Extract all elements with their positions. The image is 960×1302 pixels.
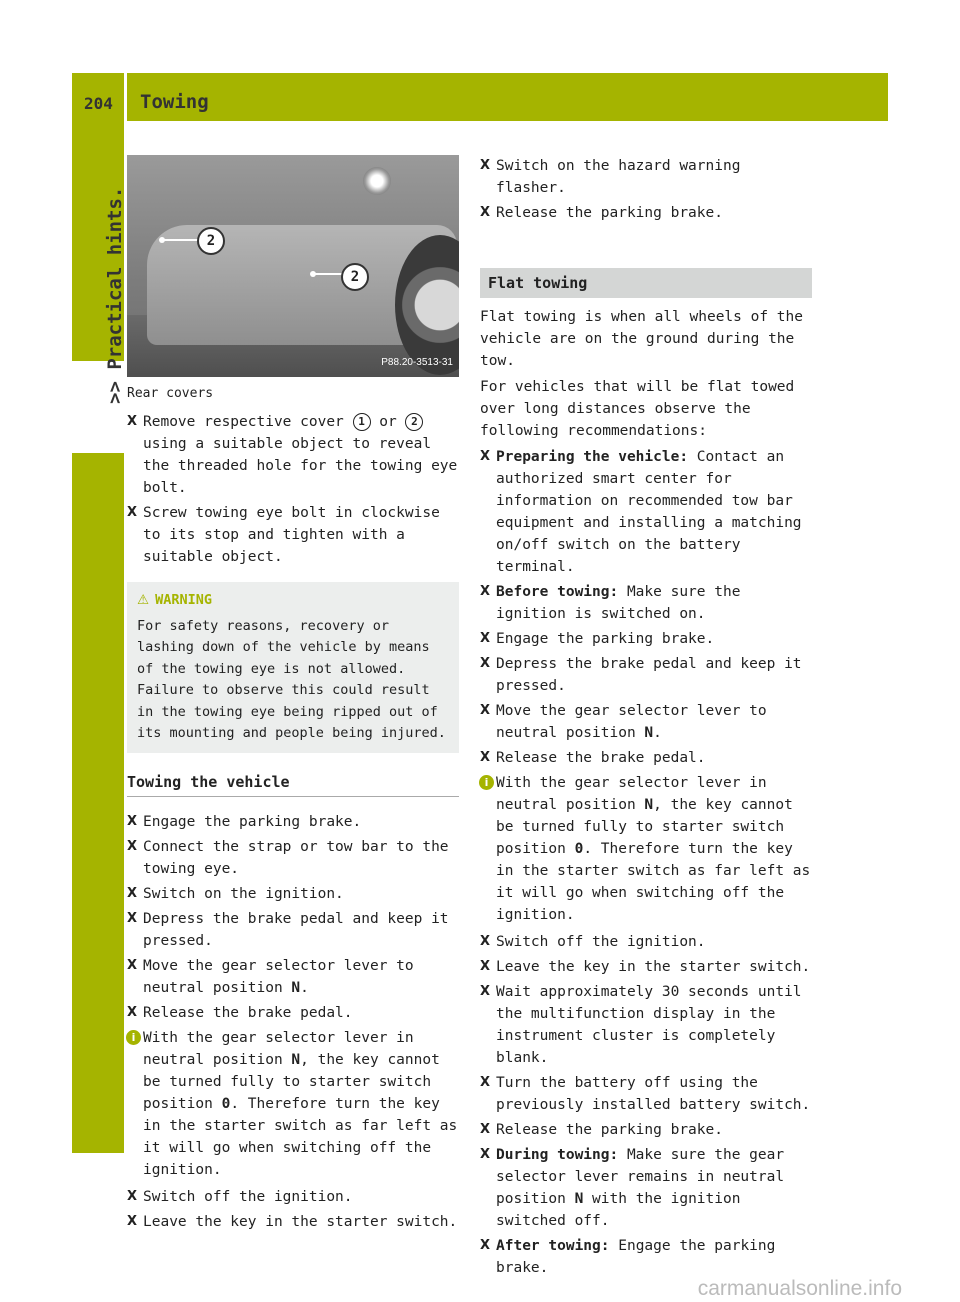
step-arrow-icon: X (480, 631, 491, 646)
step: X Wait approximately 30 seconds until the multifunction display in the instrument cluster is completely blank. (480, 981, 812, 1069)
info-icon: i (126, 1030, 141, 1045)
page-title: Towing (140, 91, 209, 113)
step-screw-bolt: X Screw towing eye bolt in clockwise to its stop and tighten with a suitable object. (127, 502, 459, 568)
callout-1-inline: 1 (353, 413, 371, 431)
step-arrow-icon: X (480, 158, 491, 173)
step-arrow-icon: X (127, 1004, 138, 1020)
step-arrow-icon: X (480, 703, 491, 718)
step-arrow-icon: X (480, 449, 491, 464)
watermark: carmanualsonline.info (697, 1277, 902, 1300)
step: X Switch off the ignition. (127, 1186, 459, 1208)
step: X After towing: Engage the parking brake. (480, 1235, 812, 1279)
rear-covers-photo (127, 155, 459, 377)
callout-2-inline: 2 (405, 413, 423, 431)
step-arrow-icon: X (480, 656, 491, 671)
section-title-towing: Towing the vehicle (127, 771, 459, 797)
step-arrow-icon: X (127, 957, 138, 973)
step-arrow-icon: X (480, 750, 491, 765)
step-arrow-icon: X (480, 1238, 491, 1253)
info-icon: i (479, 775, 494, 790)
step-arrow-icon: X (480, 1122, 491, 1137)
step-arrow-icon: X (480, 205, 491, 220)
step-arrow-icon: X (127, 838, 138, 854)
step: X Release the parking brake. (480, 202, 812, 224)
step-arrow-icon: X (127, 1213, 138, 1229)
callout-leader (163, 239, 199, 241)
page-number: 204 (84, 94, 113, 113)
step-arrow-icon: X (127, 885, 138, 901)
step-arrow-icon: X (480, 1075, 491, 1090)
step: X Release the brake pedal. (127, 1002, 459, 1024)
step-arrow-icon: X (127, 414, 138, 429)
step: X Before towing: Make sure the ignition is switched on. (480, 581, 812, 625)
callout-leader (314, 273, 344, 275)
step: X Engage the parking brake. (480, 628, 812, 650)
warning-text: For safety reasons, recovery or lashing down of the vehicle by means of the towing eye is not allowed. Failure to observe this could result in the towing eye being ripped out of its mounting and people being injured. (137, 617, 446, 741)
info-note: i With the gear selector lever in neutral position N, the key cannot be turned fully to starter switch position 0. Therefore turn the key in the starter switch as far left as it will go when switching off the ignition. (480, 772, 812, 926)
step-arrow-icon: X (480, 959, 491, 974)
step-arrow-icon: X (127, 505, 138, 520)
step: X Move the gear selector lever to neutral position N. (480, 700, 812, 744)
step: X Switch on the hazard warning flasher. (480, 155, 812, 199)
step-arrow-icon: X (127, 1188, 138, 1204)
paragraph: Flat towing is when all wheels of the vehicle are on the ground during the tow. (480, 309, 804, 369)
step: X Switch on the ignition. (127, 883, 459, 905)
step-arrow-icon: X (480, 584, 491, 599)
warning-triangle-icon: ⚠ (137, 592, 150, 608)
step: X Depress the brake pedal and keep it pressed. (480, 653, 812, 697)
step: X Depress the brake pedal and keep it pressed. (127, 908, 459, 952)
step-arrow-icon: X (480, 984, 491, 999)
step: X Move the gear selector lever to neutral position N. (127, 955, 459, 999)
step: X Switch off the ignition. (480, 931, 812, 953)
step: X Release the brake pedal. (480, 747, 812, 769)
step-arrow-icon: X (127, 813, 138, 829)
right-column (480, 155, 812, 1282)
warning-box (127, 582, 459, 753)
step: X Engage the parking brake. (127, 811, 459, 833)
callout-2-lower: 2 (341, 263, 369, 291)
step: X Leave the key in the starter switch. (127, 1211, 459, 1233)
side-tab-bottom (72, 453, 124, 1153)
step: X Preparing the vehicle: Contact an authorized smart center for information on recommended tow bar equipment and installing a matching on/off switch on the battery terminal. (480, 446, 812, 578)
photo-code: P88.20-3513-31 (381, 357, 453, 368)
left-column (127, 155, 459, 1236)
paragraph: For vehicles that will be flat towed over long distances observe the following recommendations: (480, 379, 795, 439)
step: X Connect the strap or tow bar to the towing eye. (127, 836, 459, 880)
side-tab-label: >> Practical hints. (104, 186, 126, 404)
warning-title: ⚠ WARNING (137, 592, 213, 608)
step: X Release the parking brake. (480, 1119, 812, 1141)
photo-lamp (363, 167, 391, 195)
header-separator (124, 73, 127, 121)
callout-2-upper: 2 (197, 227, 225, 255)
step-arrow-icon: X (480, 934, 491, 949)
info-note: i With the gear selector lever in neutral position N, the key cannot be turned fully to starter switch position 0. Therefore turn the key in the starter switch as far left as it will go when switching off the ignition. (127, 1027, 459, 1181)
section-title-flat-towing: Flat towing (480, 268, 812, 298)
step-arrow-icon: X (480, 1147, 491, 1162)
step: X During towing: Make sure the gear selector lever remains in neutral position N with the ignition switched off. (480, 1144, 812, 1232)
step: X Turn the battery off using the previously installed battery switch. (480, 1072, 812, 1116)
step-remove-cover: X Remove respective cover 1 or 2 using a suitable object to reveal the threaded hole for the towing eye bolt. (127, 411, 459, 499)
step: X Leave the key in the starter switch. (480, 956, 812, 978)
figure-caption: Rear covers (127, 386, 214, 401)
step-arrow-icon: X (127, 910, 138, 926)
